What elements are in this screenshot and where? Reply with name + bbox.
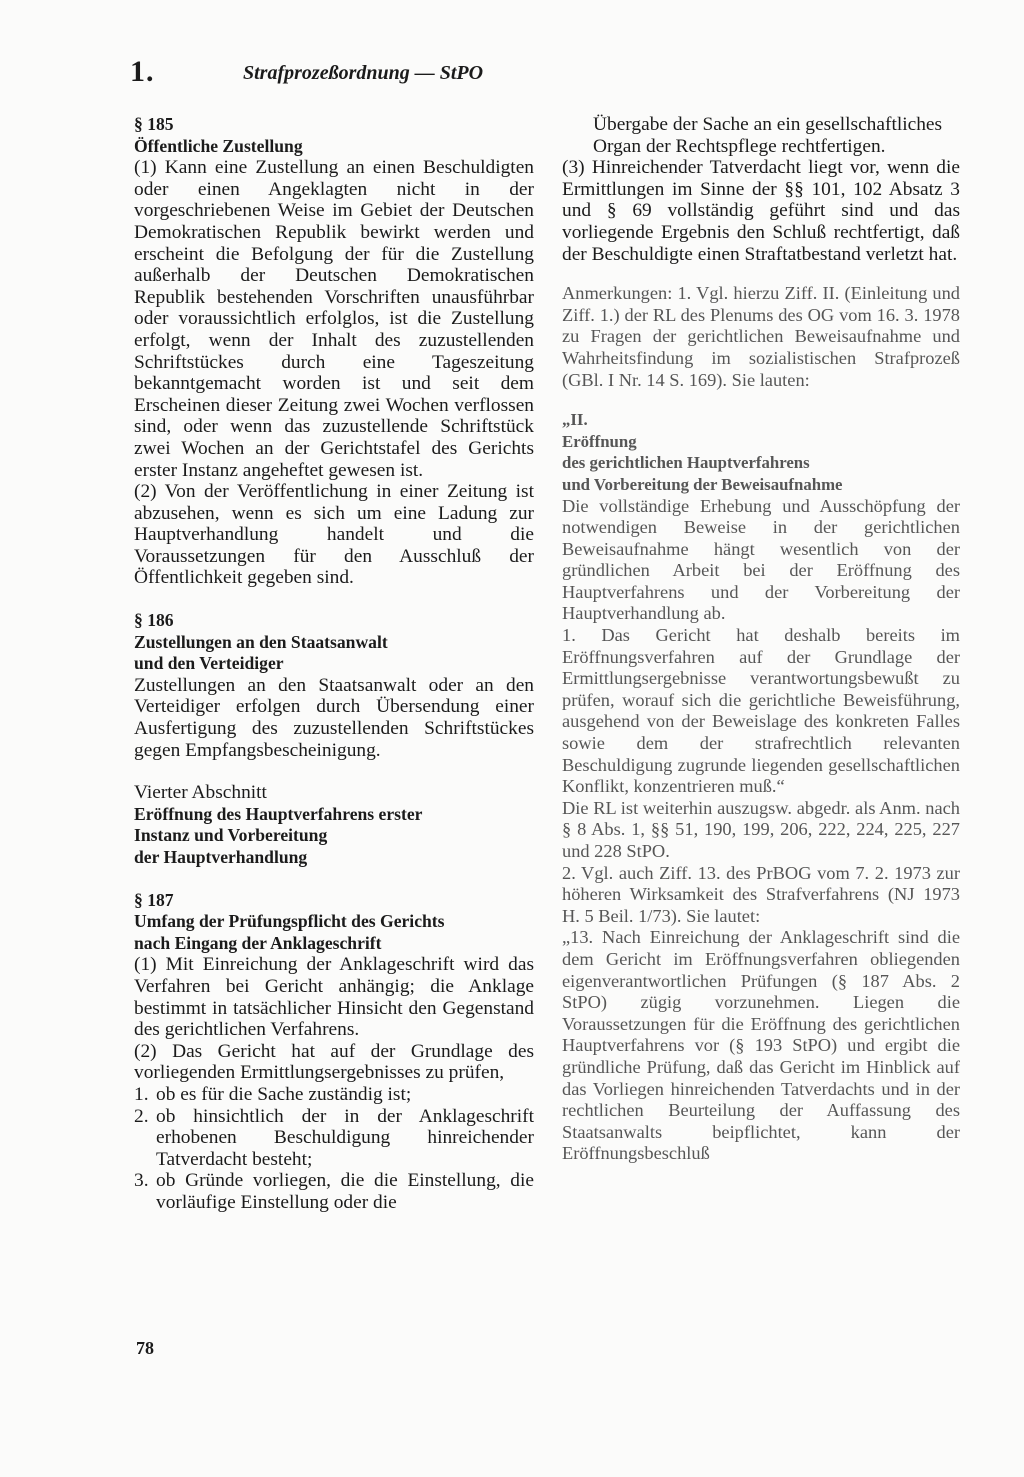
- section-title-line: der Hauptverhandlung: [134, 847, 308, 867]
- quote-paragraph: 1. Das Gericht hat deshalb bereits im Eröffnungsverfahren auf der Grundlage der Ermittlungsergebnisse verantwortungsbewußt zu prüfen, worauf sich die gerichtliche Beweisführung, ausgehend von der Beweislage des konkreten Falles sowie dem der strafrechtlich relevanten Beschuldigung zugrunde liegenden gesellschaftlichen Konflikt, konzentrieren muß.“: [562, 625, 960, 797]
- reprint-note: Die RL ist weiterhin auszugsw. abgedr. als Anm. nach § 8 Abs. 1, §§ 51, 190, 199, 206, 222, 224, 225, 227 und 228 StPO.: [562, 797, 960, 861]
- annotation-2: 2. Vgl. auch Ziff. 13. des PrBOG vom 7. 2. 1973 zur höheren Wirksamkeit des Strafverfahrens (NJ 1973 H. 5 Beil. 1/73). Sie lautet:: [562, 862, 960, 926]
- section-185: [134, 114, 534, 589]
- body-paragraph: Zustellungen an den Staatsanwalt oder an den Verteidiger erfolgen durch Übersendung einer Ausfertigung des zuzustellenden Schriftstückes gegen Empfangsbescheinigung.: [134, 674, 534, 761]
- body-paragraph: (1) Kann eine Zustellung an einen Beschuldigten oder einen Angeklagten nicht in der vorgeschriebenen Weise im Gebiet der Deutschen Demokratischen Republik bewirkt werden und erscheint die Befolgung der für die Zustellung außerhalb der Deutschen Demokratischen Republik bestehenden Vorschriften unausführbar oder voraussichtlich erfolglos, ist die Zustellung erfolgt, wenn der Inhalt des zuzustellenden Schriftstückes durch eine Tageszeitung bekanntgemacht worden ist und seit dem Erscheinen dieser Zeitung zwei Wochen verflossen sind, oder wenn das zuzustellende Schriftstück zwei Wochen an der Gerichtstafel des Gerichts erster Instanz angeheftet gewesen ist.: [134, 157, 534, 481]
- paragraph-number: § 187: [134, 889, 174, 910]
- body-paragraph: (2) Das Gericht hat auf der Grundlage des vorliegenden Ermittlungsergebnisses zu prüfen,: [134, 1040, 534, 1084]
- chapter-number: 1.: [130, 55, 155, 88]
- page-number: 78: [136, 1338, 154, 1358]
- section-186: [134, 610, 534, 761]
- list-item: [134, 1170, 534, 1213]
- annotations: [562, 283, 960, 1165]
- list-item-text: ob Gründe vorliegen, die die Einstellung, die vorläufige Einstellung oder die: [156, 1170, 534, 1213]
- paragraph-number: § 186: [134, 610, 174, 631]
- list-item-number: 2.: [134, 1105, 149, 1127]
- quote-title-line: des gerichtlichen Hauptverfahrens: [562, 453, 810, 473]
- quote-number: „II.: [562, 410, 588, 430]
- list-item: [134, 1106, 534, 1171]
- list-item-number: 3.: [134, 1170, 149, 1192]
- left-column: [134, 114, 534, 1214]
- body-paragraph: (1) Mit Einreichung der Anklageschrift wird das Verfahren bei Gericht anhängig; die Anklage bestimmt in tatsächlicher Hinsicht den Gegenstand des gerichtlichen Verfahrens.: [134, 954, 534, 1041]
- quote-paragraph: Die vollständige Erhebung und Ausschöpfung der notwendigen Beweise in der gerichtlichen Beweisaufnahme hängt wesentlich von der gründlichen Arbeit bei der Eröffnung des Hauptverfahrens und der Vorbereitung der Hauptverhandlung ab.: [562, 495, 960, 624]
- list-item-text: ob hinsichtlich der in der Anklageschrift erhobenen Beschuldigung hinreichender Tatverdacht besteht;: [156, 1105, 534, 1170]
- paragraph-title-line: Umfang der Prüfungspflicht des Gerichts: [134, 911, 445, 932]
- list-item-number: 1.: [134, 1083, 149, 1105]
- quote-paragraph: „13. Nach Einreichung der Anklageschrift sind die dem Gericht im Eröffnungsverfahren obliegenden eigenverantwortlichen Prüfungen (§ 187 Abs. 2 StPO) zügig vorzunehmen. Liegen die Voraussetzungen für die Eröffnung des gerichtlichen Hauptverfahrens vor (§ 193 StPO) und ergibt die gründliche Prüfung, daß das Gericht im Hinblick auf das Vorliegen hinreichenden Tatverdachts und in der rechtlichen Beurteilung der Auffassung des Staatsanwalts beipflichtet, kann der Eröffnungsbeschluß: [562, 927, 960, 1164]
- quote-title-line: und Vorbereitung der Beweisaufnahme: [562, 474, 843, 494]
- paragraph-title-line: und den Verteidiger: [134, 653, 284, 674]
- right-column: [562, 114, 960, 1165]
- quote-title-line: Eröffnung: [562, 431, 637, 451]
- enumerated-list: [134, 1084, 534, 1214]
- paragraph-title-line: nach Eingang der Anklageschrift: [134, 932, 382, 953]
- section-187: [134, 890, 534, 1214]
- list-item: [134, 1084, 534, 1106]
- annotation-intro: Anmerkungen: 1. Vgl. hierzu Ziff. II. (Einleitung und Ziff. 1.) der RL des Plenums des OG vom 16. 3. 1978 zu Fragen der gerichtlichen Beweisaufnahme und Wahrheitsfindung im sozialistischen Strafprozeß (GBl. I Nr. 14 S. 169). Sie lauten:: [562, 283, 960, 390]
- section-title-line: Eröffnung des Hauptverfahrens erster: [134, 803, 423, 824]
- body-paragraph: (2) Von der Veröffentlichung in einer Zeitung ist abzusehen, wenn es sich um eine Ladung zur Hauptverhandlung handelt und die Voraussetzungen für den Ausschluß der Öffentlichkeit gegeben sind.: [134, 481, 534, 589]
- paragraph-title: Öffentliche Zustellung: [134, 135, 303, 156]
- section-title-line: Instanz und Vorbereitung: [134, 825, 328, 846]
- paragraph-number: § 185: [134, 114, 174, 134]
- list-item-text: ob es für die Sache zuständig ist;: [156, 1083, 412, 1105]
- chapter-section-4: [134, 782, 534, 868]
- continuation-paragraph: Übergabe der Sache an ein gesellschaftliches Organ der Rechtspflege rechtfertigen.: [593, 114, 943, 157]
- section-label: Vierter Abschnitt: [134, 782, 267, 804]
- running-header-title: Strafprozeßordnung — StPO: [243, 62, 484, 84]
- paragraph-title-line: Zustellungen an den Staatsanwalt: [134, 631, 388, 652]
- body-paragraph: (3) Hinreichender Tatverdacht liegt vor, wenn die Ermittlungen im Sinne der §§ 101, 102 Absatz 3 und § 69 vollständig geführt sind und das vorliegende Ergebnis den Schluß rechtfertigt, daß der Beschuldigte einen Straftatbestand verletzt hat.: [562, 157, 960, 265]
